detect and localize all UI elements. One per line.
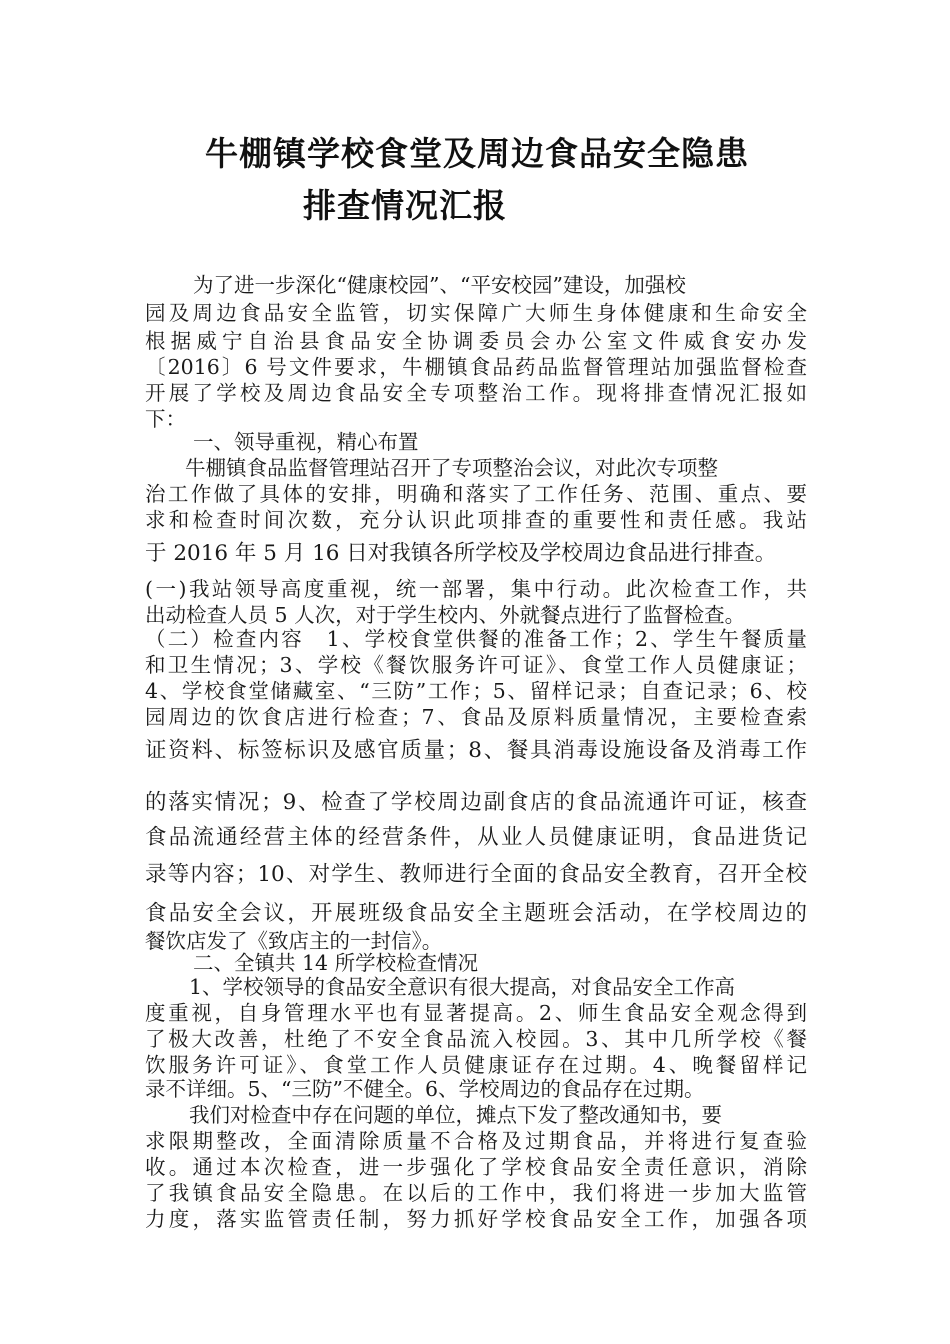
body-line: 的落实情况；9、检查了学校周边副食店的食品流通许可证，核查 [145,790,807,815]
body-line: 治工作做了具体的安排，明确和落实了工作任务、范围、重点、要 [145,482,807,506]
body-line: 求限期整改，全面清除质量不合格及过期食品，并将进行复查验 [145,1129,807,1153]
body-line: 我们对检查中存在问题的单位，摊点下发了整改通知书，要 [189,1103,722,1127]
body-line: 下： [145,407,186,431]
body-line: 力度，落实监管责任制，努力抓好学校食品安全工作，加强各项 [145,1207,807,1231]
body-line: 了我镇食品安全隐患。在以后的工作中，我们将进一步加大监管 [145,1181,807,1205]
body-line: 出动检查人员 5 人次，对于学生校内、外就餐点进行了监督检查。 [145,603,746,627]
body-line: 收。通过本次检查，进一步强化了学校食品安全责任意识，消除 [145,1155,807,1179]
body-line: 证资料、标签标识及感官质量；8、餐具消毒设施设备及消毒工作 [145,738,807,763]
section-heading-2: 二、全镇共 14 所学校检查情况 [193,951,479,975]
body-line: 1、学校领导的食品安全意识有很大提高，对食品安全工作高 [189,975,736,999]
section-heading-1: 一、领导重视，精心布置 [193,430,419,454]
body-line: 园周边的饮食店进行检查；7、食品及原料质量情况，主要检查索 [145,705,807,729]
body-line: 和卫生情况；3、学校《餐饮服务许可证》、食堂工作人员健康证； [145,653,807,677]
body-line: 根据威宁自治县食品安全协调委员会办公室文件威食安办发 [145,329,807,353]
body-line: 餐饮店发了《致店主的一封信》。 [145,929,443,953]
body-line: 牛棚镇食品监督管理站召开了专项整治会议，对此次专项整 [185,456,718,480]
body-line: (一)我站领导高度重视，统一部署，集中行动。此次检查工作，共 [145,577,807,601]
document-title-line-1: 牛棚镇学校食堂及周边食品安全隐患 [205,134,749,173]
body-line: 食品流通经营主体的经营条件，从业人员健康证明，食品进货记 [145,825,807,850]
body-line: 为了进一步深化“健康校园”、“平安校园”建设，加强校 [193,273,686,297]
body-line: 园及周边食品安全监管，切实保障广大师生身体健康和生命安全 [145,301,807,325]
document-title-line-2: 排查情况汇报 [303,186,507,225]
body-line: 开展了学校及周边食品安全专项整治工作。现将排查情况汇报如 [145,381,807,405]
body-line: 食品安全会议，开展班级食品安全主题班会活动，在学校周边的 [145,901,807,926]
body-line: 4、学校食堂储藏室、“三防”工作；5、留样记录；自查记录；6、校 [145,679,807,703]
body-line: 于 2016 年 5 月 16 日对我镇各所学校及学校周边食品进行排查。 [145,541,777,566]
body-line: 录等内容；10、对学生、教师进行全面的食品安全教育，召开全校 [145,862,807,887]
body-line: 了极大改善，杜绝了不安全食品流入校园。3、其中几所学校《餐 [145,1027,807,1051]
body-line: 求和检查时间次数，充分认识此项排查的重要性和责任感。我站 [145,508,807,532]
body-line: 饮服务许可证》、食堂工作人员健康证存在过期。4、晚餐留样记 [145,1053,807,1077]
body-line: 录不详细。5、“三防”不健全。6、学校周边的食品存在过期。 [145,1077,705,1101]
body-line: 度重视，自身管理水平也有显著提高。2、师生食品安全观念得到 [145,1001,807,1025]
body-line: 〔2016〕6 号文件要求，牛棚镇食品药品监督管理站加强监督检查 [145,355,807,379]
body-line: （二）检查内容 1、学校食堂供餐的准备工作；2、学生午餐质量 [145,627,807,651]
